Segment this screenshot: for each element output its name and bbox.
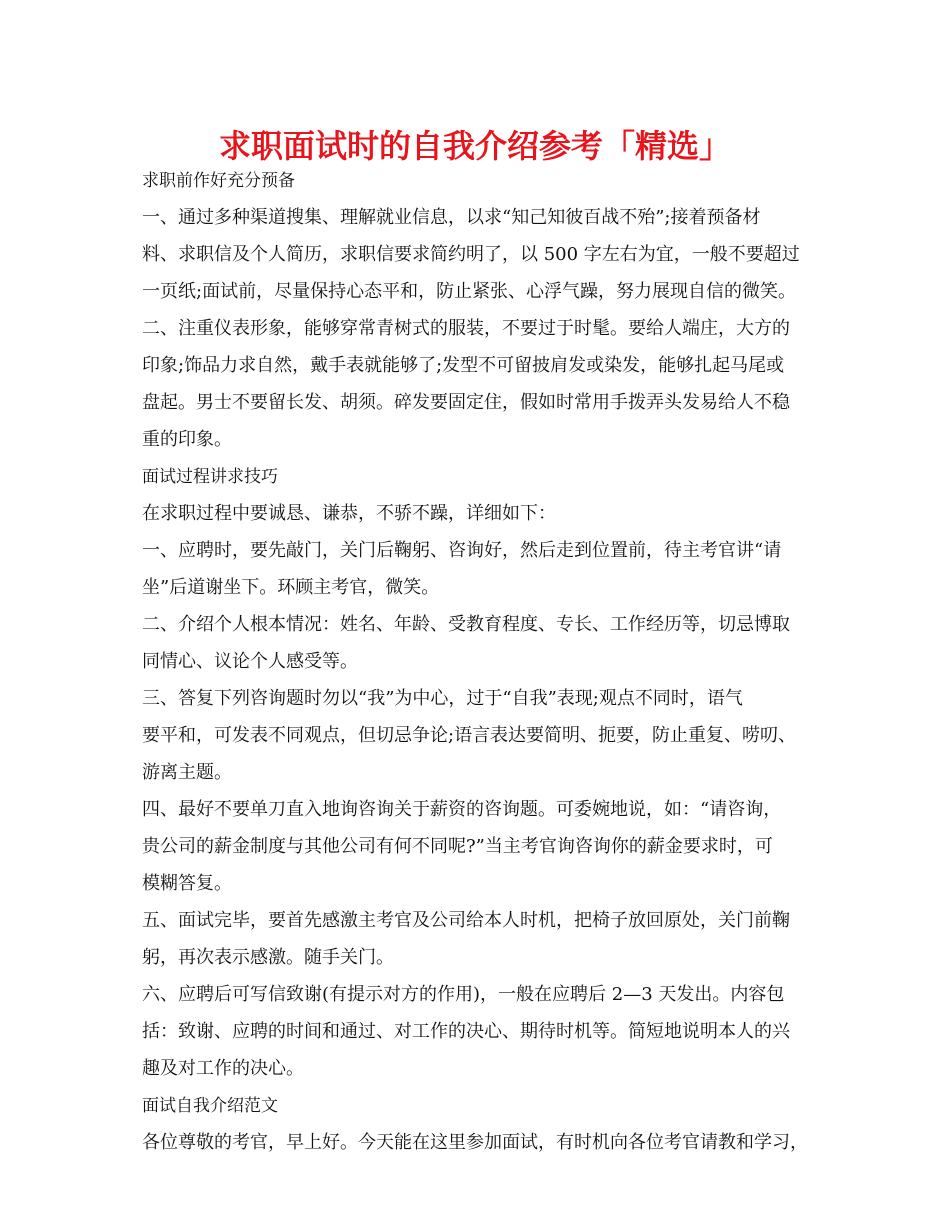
paragraph-line: 各位尊敬的考官，早上好。今天能在这里参加面试，有时机向各位考官请教和学习， xyxy=(142,1132,808,1153)
paragraph-line: 五、面试完毕，要首先感激主考官及公司给本人时机，把椅子放回原处，关门前鞠 xyxy=(142,910,790,931)
paragraph-line: 盘起。男士不要留长发、胡须。碎发要固定住，假如时常用手拨弄头发易给人不稳 xyxy=(142,392,790,413)
paragraph-line: 一、通过多种渠道搜集、理解就业信息，以求“知己知彼百战不殆”;接着预备材 xyxy=(142,207,761,228)
paragraph-line: 四、最好不要单刀直入地询咨询关于薪资的咨询题。可委婉地说，如：“请咨询， xyxy=(142,799,782,820)
paragraph-line: 要平和，可发表不同观点，但切忌争论;语言表达要简明、扼要，防止重复、唠叨、 xyxy=(142,725,797,746)
document-title: 求职面试时的自我介绍参考「精选」 xyxy=(218,127,731,165)
paragraph-line: 一页纸;面试前，尽量保持心态平和，防止紧张、心浮气躁，努力展现自信的微笑。 xyxy=(142,281,797,302)
paragraph-line: 同情心、议论个人感受等。 xyxy=(142,651,358,672)
paragraph-line: 六、应聘后可写信致谢(有提示对方的作用)，一般在应聘后 2—3 天发出。内容包 xyxy=(142,984,785,1005)
paragraph-line: 模糊答复。 xyxy=(142,873,232,894)
paragraph-line: 躬，再次表示感激。随手关门。 xyxy=(142,947,394,968)
paragraph-line: 重的印象。 xyxy=(142,429,232,450)
paragraph-line: 一、应聘时，要先敲门，关门后鞠躬、咨询好，然后走到位置前，待主考官讲“请 xyxy=(142,540,782,561)
section-heading-sample-intro: 面试自我介绍范文 xyxy=(142,1096,278,1116)
section-heading-interview-skills: 面试过程讲求技巧 xyxy=(142,467,278,487)
paragraph-line: 贵公司的薪金制度与其他公司有何不同呢?”当主考官询咨询你的薪金要求时，可 xyxy=(142,836,773,857)
paragraph-line: 料、求职信及个人简历，求职信要求简约明了，以 500 字左右为宜，一般不要超过 xyxy=(142,244,800,265)
paragraph-line: 括：致谢、应聘的时间和通过、对工作的决心、期待时机等。简短地说明本人的兴 xyxy=(142,1021,790,1042)
section-heading-preparation: 求职前作好充分预备 xyxy=(142,171,295,191)
paragraph-line: 二、注重仪表形象，能够穿常青树式的服装，不要过于时髦。要给人端庄，大方的 xyxy=(142,318,790,339)
paragraph-line: 趣及对工作的决心。 xyxy=(142,1058,304,1079)
paragraph-line: 坐”后道谢坐下。环顾主考官，微笑。 xyxy=(142,577,440,598)
paragraph-line: 三、答复下列咨询题时勿以“我”为中心，过于“自我”表现;观点不同时，语气 xyxy=(142,688,743,709)
paragraph-line: 二、介绍个人根本情况：姓名、年龄、受教育程度、专长、工作经历等，切忌博取 xyxy=(142,614,790,635)
paragraph-line: 游离主题。 xyxy=(142,762,232,783)
paragraph-line: 印象;饰品力求自然，戴手表就能够了;发型不可留披肩发或染发，能够扎起马尾或 xyxy=(142,355,785,376)
paragraph-line: 在求职过程中要诚恳、谦恭，不骄不躁，详细如下： xyxy=(142,503,556,524)
